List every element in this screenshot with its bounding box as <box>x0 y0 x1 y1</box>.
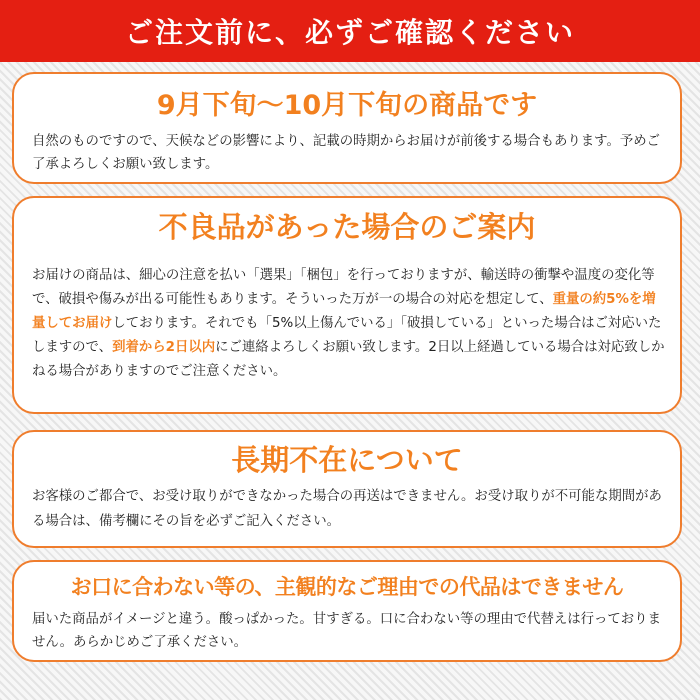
page-header <box>0 0 700 62</box>
notice-box-delivery-period <box>12 72 682 184</box>
body-text: お届けの商品は、細心の注意を払い「選果」「梱包」を行っておりますが、輸送時の衝撃や温度の変化等で、破損や傷みが出る可能性もあります。そういった万が一の場合の対応を想定して、 <box>32 268 655 307</box>
body-text: にご連絡よろしくお願い致します。2日以上経過している場合は対応致しかねる場合がありますのでご注意ください。 <box>32 340 665 379</box>
notice-body <box>14 248 680 384</box>
notice-box-defective-items <box>12 196 682 414</box>
notice-title: 不良品があった場合のご案内 <box>158 210 536 244</box>
notice-title: お口に合わない等の、主観的なご理由での代品はできません <box>70 575 624 599</box>
notice-body: お客様のご都合で、お受け取りができなかった場合の再送はできません。お受け取りが不可能な期間がある場合は、備考欄にその旨を必ずご記入ください。 <box>32 489 662 529</box>
notice-body: 届いた商品がイメージと違う。酸っぱかった。甘すぎる。口に合わない等の理由で代替えは行っておりません。あらかじめご了承ください。 <box>32 612 661 650</box>
highlight-contact-deadline: 到着から2日以内 <box>112 340 216 355</box>
notice-box-long-absence <box>12 430 682 548</box>
notice-title: 9月下旬〜10月下旬の商品です <box>156 90 538 121</box>
highlight-extra-weight: 重量の約5%を増量してお届け <box>32 292 656 331</box>
body-text: しております。それでも「5%以上傷んでいる」「破損している」といった場合はご対応いたしますので、 <box>32 316 662 355</box>
page-title: ご注文前に、必ずご確認ください <box>124 16 575 49</box>
notice-box-no-replacement <box>12 560 682 662</box>
notice-body: 自然のものですので、天候などの影響により、記載の時期からお届けが前後する場合もあります。予めご了承よろしくお願い致します。 <box>32 134 661 172</box>
notice-title: 長期不在について <box>231 443 463 477</box>
